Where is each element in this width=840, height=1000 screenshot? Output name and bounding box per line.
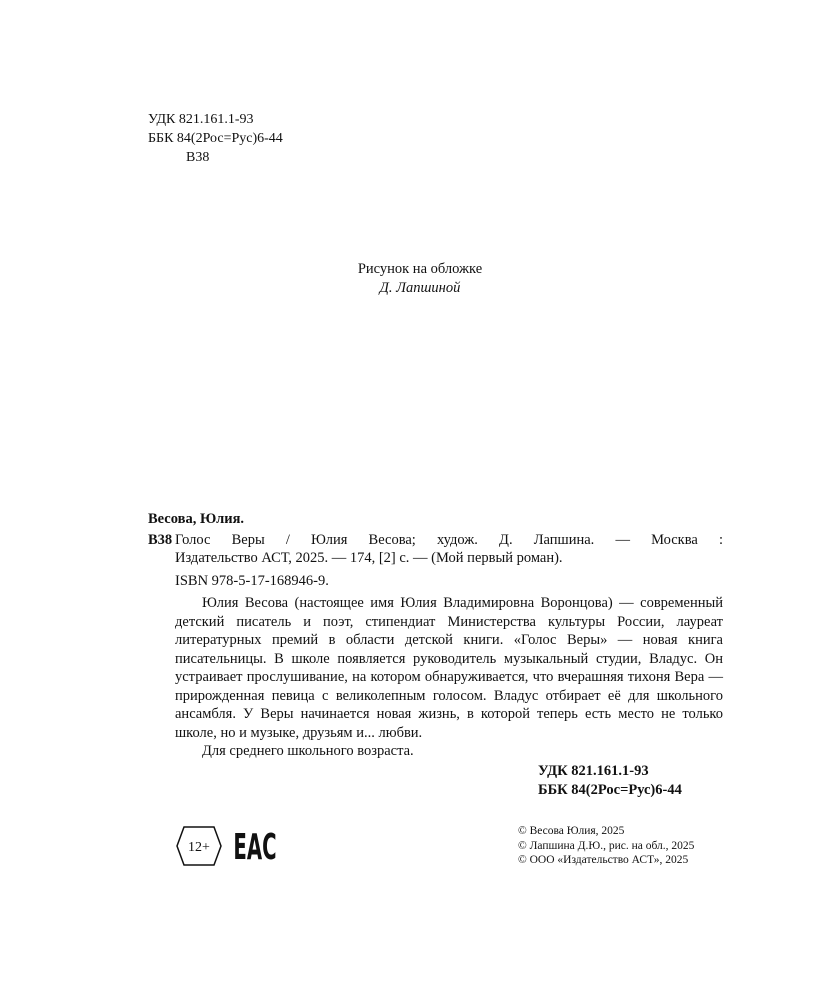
eac-logo-text: ЕАС <box>233 826 277 869</box>
copyright-notices <box>518 824 694 868</box>
card-entry-line-2: Издательство АСТ, 2025. — 174, [2] с. — (Мой первый роман). <box>175 550 563 566</box>
author-mark: В38 <box>186 150 210 165</box>
cover-illustration-credit <box>0 260 840 298</box>
audience-note: Для среднего школьного возраста. <box>202 743 414 759</box>
catalog-card <box>148 510 723 761</box>
eac-logo <box>232 822 278 869</box>
cover-credit-label: Рисунок на обложке <box>357 261 483 277</box>
udk-code: УДК 821.161.1-93 <box>148 112 254 127</box>
copyright-line: © Лапшина Д.Ю., рис. на обл., 2025 <box>518 839 695 852</box>
card-author: Весова, Юлия. <box>148 511 245 527</box>
age-rating-badge <box>176 826 222 871</box>
card-entry <box>148 531 723 568</box>
copyright-line: © ООО «Издательство АСТ», 2025 <box>518 854 689 866</box>
footer-classification-codes <box>538 762 682 800</box>
age-rating-hexagon <box>176 826 222 866</box>
footer-bbk-code: ББК 84(2Рос=Рус)6-44 <box>538 782 682 798</box>
cover-artist: Д. Лапшиной <box>379 280 461 296</box>
annotation-block <box>148 594 723 761</box>
copyright-line: © Весова Юлия, 2025 <box>518 825 625 837</box>
bbk-code: ББК 84(2Рос=Рус)6-44 <box>148 131 283 146</box>
footer-udk-code: УДК 821.161.1-93 <box>538 763 649 779</box>
card-author-code: В38 <box>148 531 173 548</box>
isbn: ISBN 978-5-17-168946-9. <box>175 572 329 589</box>
header-classification-codes <box>148 110 283 167</box>
eac-certification-mark <box>232 822 278 867</box>
age-rating-text: 12+ <box>188 840 210 855</box>
card-entry-line-1: Голос Веры / Юлия Весова; худож. Д. Лапшина. — Москва : <box>175 531 723 548</box>
annotation-text: Юлия Весова (настоящее имя Юлия Владимировна Воронцова) — современный детский писатель и поэт, стипендиат Министерства культуры России, лауреат литературных премий в области детской книги. «Голос Веры» — новая книга писательницы. В школе появляется руководитель музыкальный студии, Владус. Он устраивает прослушивание, на котором обнаруживается, что вчерашняя тихоня Вера — прирожденная певица с великолепным голосом. Владус отбирает её для школьного ансамбля. У Веры начинается новая жизнь, в которой теперь есть место не только школе, но и музыке, друзьям и... любви. <box>175 595 723 741</box>
